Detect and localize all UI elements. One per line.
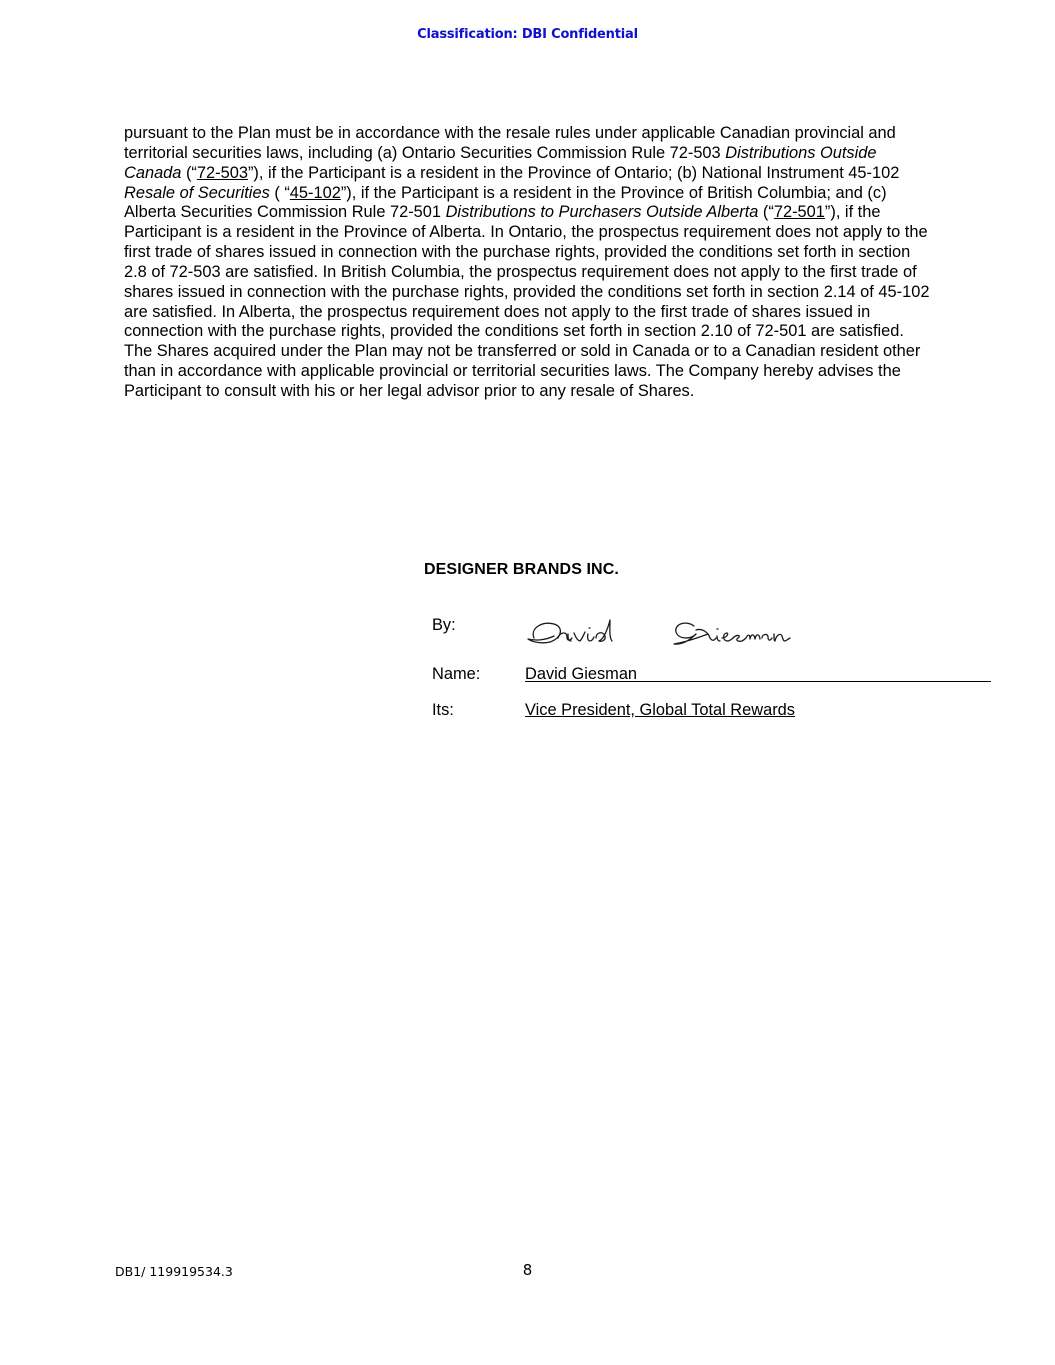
text-run: (“ xyxy=(181,163,197,182)
its-label: Its: xyxy=(432,701,454,719)
underlined-ref: 72-503 xyxy=(196,163,248,182)
its-value: Vice President, Global Total Rewards xyxy=(525,701,795,719)
name-value: David Giesman xyxy=(525,665,638,683)
text-run: ”), if the Participant is a resident in the Province of British Columbia; and (c) Alberta Securities Commission Rule 72-501 xyxy=(124,183,887,222)
underlined-ref: 45-102 xyxy=(289,183,341,202)
italic-title: Distributions Outside Canada xyxy=(124,143,877,182)
name-label: Name: xyxy=(432,665,481,683)
text-run: (“ xyxy=(758,203,774,222)
handwritten-signature xyxy=(524,612,824,652)
underlined-ref: 72-501 xyxy=(773,203,825,222)
classification-label: Classification: DBI Confidential xyxy=(417,27,638,42)
text-run: pursuant to the Plan must be in accordance with the resale rules under applicable Canadian provincial and territorial securities laws, including (a) Ontario Securities Commission Rule 72-503 xyxy=(124,124,896,162)
text-run: ”), if the Participant is a resident in the Province of Alberta. In Ontario, the prospectus requirement does not apply to the first trade of shares issued in connection with the purchase rights, provided the conditions set forth in section 2.8 of 72-503 are satisfied. In British Columbia, the prospectus requirement does not apply to the first trade of shares issued in connection with the purchase rights, provided the conditions set forth in section 2.14 of 45-102 are satisfied. In Alberta, the prospectus requirement does not apply to the first trade of shares issued in connection with the purchase rights, provided the conditions set forth in section 2.10 of 72-501 are satisfied. The Shares acquired under the Plan may not be transferred or sold in Canada or to a Canadian resident other than in accordance with applicable provincial or territorial securities laws. The Company hereby advises the Participant to consult with his or her legal advisor prior to any resale of Shares. xyxy=(124,203,930,400)
body-paragraph xyxy=(124,124,936,402)
company-name: DESIGNER BRANDS INC. xyxy=(424,561,619,578)
italic-title: Distributions to Purchasers Outside Alberta xyxy=(445,203,759,222)
text-run: ( “ xyxy=(269,183,290,202)
text-run: ”), if the Participant is a resident in the Province of Ontario; (b) National Instrument 45-102 xyxy=(247,163,900,182)
name-underline xyxy=(525,681,991,682)
page-number: 8 xyxy=(522,1261,533,1279)
by-label: By: xyxy=(432,616,456,634)
italic-title: Resale of Securities xyxy=(124,183,270,202)
document-id: DB1/ 119919534.3 xyxy=(115,1264,233,1279)
